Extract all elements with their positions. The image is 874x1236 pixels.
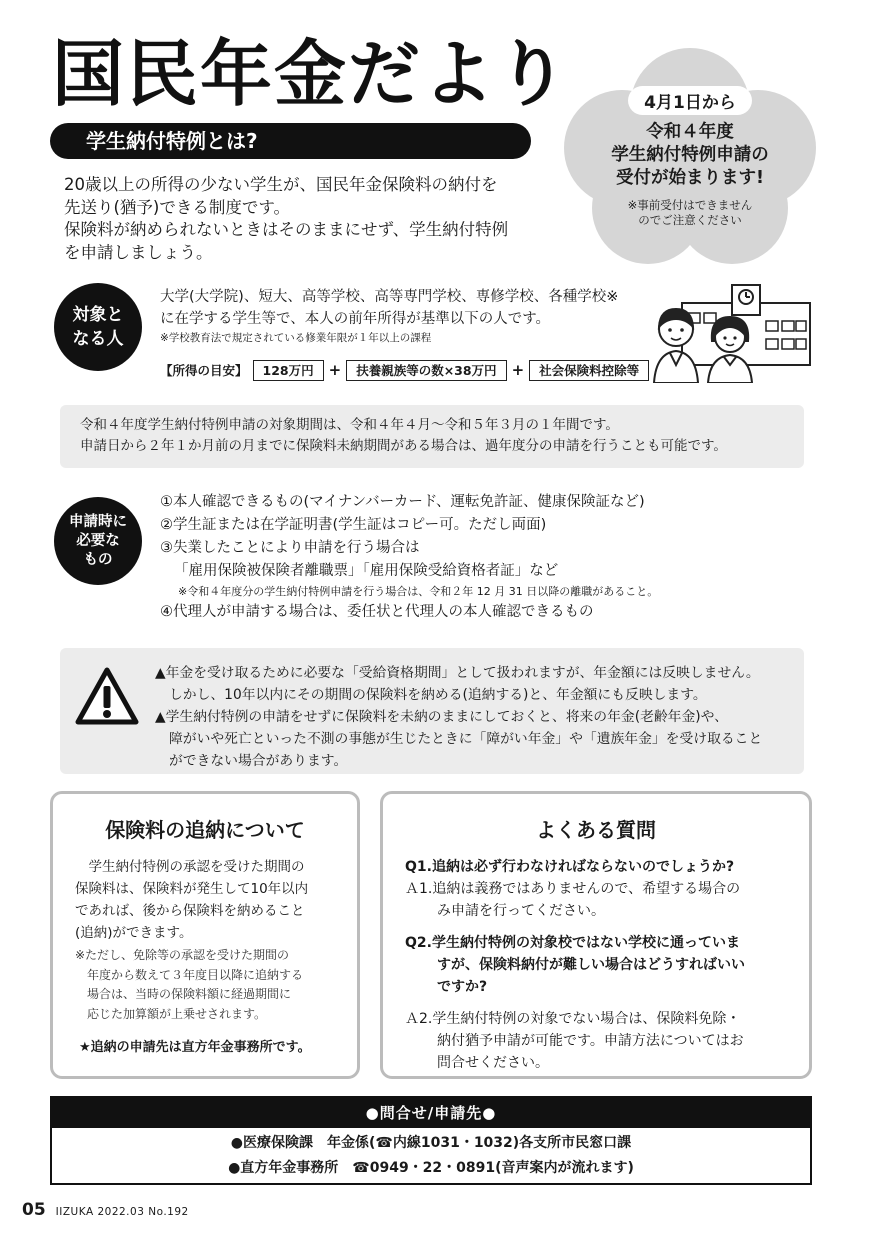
circle-line: 必要な: [76, 532, 120, 549]
target-line: 大学(大学院)、短大、高等学校、高等専門学校、専修学校、各種学校※: [160, 289, 619, 305]
faq-answer: Ａ1.追納は義務ではありませんので、希望する場合の: [405, 881, 741, 897]
tsuino-line: (追納)ができます。: [75, 925, 193, 941]
tsuino-line: であれば、後から保険料を納めること: [75, 903, 305, 919]
warning-line: ▲学生納付特例の申請をせずに保険料を未納のままにしておくと、将来の年金(老齢年金)や、: [155, 709, 728, 725]
income-guide: [160, 359, 649, 381]
warning-text: [155, 662, 762, 772]
income-label: 【所得の目安】: [160, 363, 248, 378]
faq-answer: 納付猶予申請が可能です。申請方法についてはお: [437, 1033, 744, 1049]
faq-question: すが、保険料納付が難しい場合はどうすればいい: [437, 957, 745, 973]
section-title: 学生納付特例とは?: [50, 123, 531, 159]
plus-sign: +: [511, 361, 525, 379]
tsuino-note: [75, 946, 303, 1024]
faq-question: ですか?: [437, 979, 488, 995]
target-text: [160, 286, 618, 346]
warning-line: ▲年金を受け取るために必要な「受給資格期間」として扱われますが、年金額には反映しません。: [155, 665, 760, 681]
school-students-illustration: [652, 283, 812, 383]
circle-line: 対象と: [72, 305, 124, 325]
intro-line: を申請しましょう。: [64, 242, 213, 262]
notice-note-line: のでご注意ください: [638, 213, 742, 227]
requirement-note: ※令和４年度分の学生納付特例申請を行う場合は、令和２年 12 月 31 日以降の離職があること。: [178, 585, 659, 598]
requirement-item: ④代理人が申請する場合は、委任状と代理人の本人確認できるもの: [160, 604, 594, 620]
requirement-item: ②学生証または在学証明書(学生証はコピー可。ただし両面): [160, 517, 547, 533]
tsuino-line: 学生納付特例の承認を受けた期間の: [75, 859, 305, 875]
tsuino-footer: ★追納の申請先は直方年金事務所です。: [79, 1040, 311, 1055]
faq-answer: み申請を行ってください。: [437, 903, 605, 919]
requirement-subitem: 「雇用保険被保険者離職票」「雇用保険受給資格者証」など: [174, 563, 559, 579]
faq-question: Q1.追納は必ず行わなければならないのでしょうか?: [405, 859, 735, 875]
period-line: 令和４年度学生納付特例申請の対象期間は、令和４年４月～令和５年３月の１年間です。: [80, 417, 619, 433]
notice-line: 受付が始まります!: [616, 168, 764, 188]
notice-date-pill: 4月1日から: [628, 86, 752, 115]
target-period-box: [60, 405, 804, 468]
warning-line: ができない場合があります。: [169, 753, 348, 769]
income-item: 扶養親族等の数×38万円: [346, 360, 506, 381]
circle-line: なる人: [72, 329, 124, 349]
requirement-item: ①本人確認できるもの(マイナンバーカード、運転免許証、健康保険証など): [160, 494, 645, 510]
tsuino-note-line: 年度から数えて３年度目以降に追納する: [75, 967, 304, 982]
tsuino-title: 保険料の追納について: [105, 818, 305, 842]
intro-text: [64, 174, 534, 264]
warning-line: しかし、10年以内にその期間の保険料を納める(追納する)と、年金額にも反映します。: [169, 687, 707, 703]
circle-line: もの: [83, 551, 113, 568]
income-item: 社会保険料控除等: [529, 360, 649, 381]
page-title: 国民年金だより: [52, 32, 571, 116]
requirements-circle: [54, 497, 142, 585]
contact-line: ●医療保険課 年金係(☎内線1031・1032)各支所市民窓口課: [230, 1135, 632, 1151]
intro-line: 20歳以上の所得の少ない学生が、国民年金保険料の納付を: [64, 175, 498, 194]
contact-body: [52, 1128, 810, 1181]
notice-line: 令和４年度: [646, 122, 734, 142]
intro-line: 先送り(猶予)できる制度です。: [64, 197, 291, 217]
issue-info: IIZUKA 2022.03 No.192: [55, 1206, 189, 1218]
warning-line: 障がいや死亡といった不測の事態が生じたときに「障がい年金」や「遺族年金」を受け取ること: [169, 731, 763, 747]
tsuino-panel: [50, 791, 360, 1079]
intro-line: 保険料が納められないときはそのままにせず、学生納付特例: [64, 220, 509, 239]
contact-heading: ●問合せ/申請先●: [52, 1098, 810, 1128]
target-circle: [54, 283, 142, 371]
faq-answer: 問合せください。: [437, 1055, 549, 1071]
tsuino-note-line: 応じた加算額が上乗せされます。: [75, 1006, 267, 1021]
faq-panel: [380, 791, 812, 1079]
income-item: 128万円: [253, 360, 324, 381]
notice-note-line: ※事前受付はできません: [627, 198, 753, 212]
plus-sign: +: [328, 361, 342, 379]
period-line: 申請日から２年１か月前の月までに保険料未納期間がある場合は、過年度分の申請を行うことも可能です。: [80, 438, 727, 454]
notice-line: 学生納付特例申請の: [611, 145, 769, 165]
faq-list: [405, 856, 745, 1074]
page-number: 05: [22, 1200, 46, 1220]
tsuino-line: 保険料は、保険料が発生して10年以内: [75, 881, 309, 897]
target-note: ※学校教育法で規定されている修業年限が１年以上の課程: [160, 332, 432, 344]
warning-icon: [74, 666, 140, 726]
page-footer: [22, 1200, 189, 1220]
faq-question: Q2.学生納付特例の対象校ではない学校に通っていま: [405, 935, 740, 951]
circle-line: 申請時に: [69, 513, 127, 530]
contact-box: [50, 1096, 812, 1185]
notice-note: [566, 198, 814, 228]
contact-line: ●直方年金事務所 ☎0949・22・0891(音声案内が流れます): [228, 1160, 634, 1176]
faq-answer: Ａ2.学生納付特例の対象でない場合は、保険料免除・: [405, 1011, 741, 1027]
tsuino-note-line: 場合は、当時の保険料額に経過期間に: [75, 987, 292, 1001]
faq-title: よくある質問: [536, 818, 656, 842]
tsuino-note-line: ※ただし、免除等の承認を受けた期間の: [75, 948, 290, 962]
target-line: に在学する学生等で、本人の前年所得が基準以下の人です。: [160, 311, 551, 327]
requirements-list: [160, 491, 658, 624]
notice-main: [566, 121, 814, 190]
flower-notice: [566, 86, 814, 228]
requirement-item: ③失業したことにより申請を行う場合は: [160, 540, 420, 556]
tsuino-body: [75, 856, 308, 944]
